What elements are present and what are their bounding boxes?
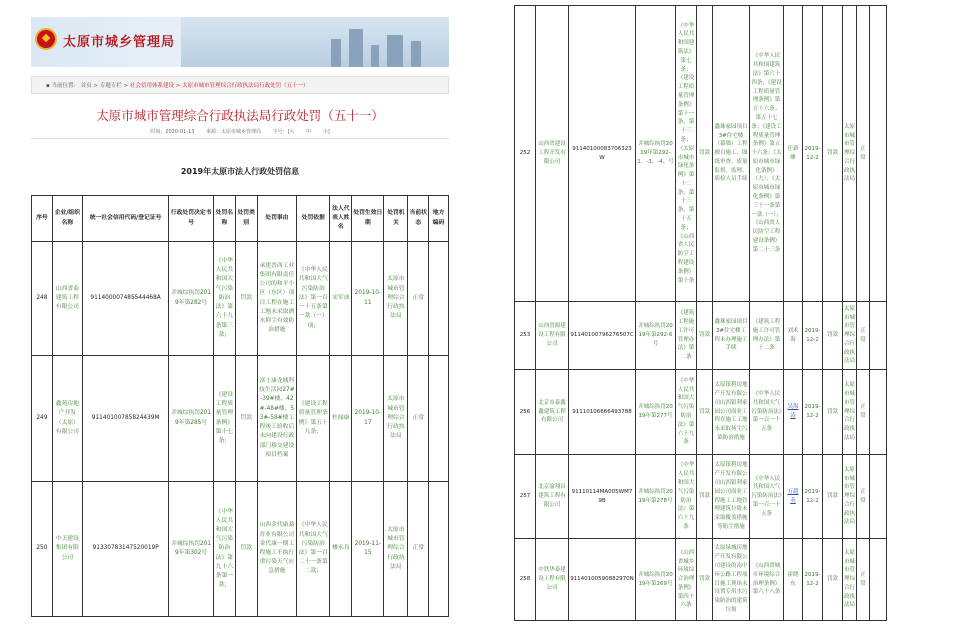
cell-type: 罚款 — [697, 539, 713, 621]
cell-status: 正常 — [408, 242, 429, 356]
col-header: 统一社会信用代码/登记证号 — [82, 196, 168, 242]
divider — [31, 138, 449, 139]
table-row — [515, 302, 887, 370]
cell-code: 91140100083706323W — [569, 6, 636, 302]
table-row — [32, 482, 449, 617]
cell-org: 太原市城市管理综合行政执法局 — [843, 455, 857, 539]
cell-name: 中铁华泰建设工程有限公司 — [536, 539, 569, 621]
col-header: 处罚事由 — [257, 196, 297, 242]
cell-code: 91140100796276507C — [569, 302, 636, 370]
cell-type: 罚款 — [823, 370, 843, 455]
cell-org: 太原市城市管理综合行政执法局 — [384, 482, 408, 617]
cell-type: 罚款 — [697, 6, 713, 302]
cell-reason: 鑫珠家园项目3#住宅楼工程未办理施工手续 — [713, 302, 750, 370]
col-header: 当前状态 — [408, 196, 429, 242]
breadcrumb-current-label: 当前位置： — [51, 83, 79, 89]
cell-type: 罚款 — [697, 370, 713, 455]
cell-title: 《中华人民共和国建筑法》第七条；《建设工程质量管理条例》第十一条、第十三条；《太原市城市绿化条例》第十二条、第十三条、第十五条；《山西省人民防空工程建设条例》第十条 — [676, 6, 697, 302]
location-icon: ▪ — [46, 83, 50, 89]
cell-basis: 《建筑工程施工许可管理办法》第十二条 — [750, 302, 784, 370]
cell-basis: 《中华人民共和国大气污染防治法》第一百一十五条 — [750, 455, 784, 539]
cell-status: 正常 — [857, 6, 870, 302]
cell-name: 北京渝翔昌建筑工程有限公司 — [536, 455, 569, 539]
cell-doc: 并城综执罚2019年第278号 — [636, 455, 676, 539]
cell-reason: 山西金代康桑晋业有限公司金代康一期工程施工不执行重污染天气应急措施 — [257, 482, 297, 617]
cell-org: 太原市城市管理综合行政执法局 — [384, 242, 408, 356]
cell-reason: 太原绿城房地产开发有限公司建设的南中环公路工程项目施工现场未设置专用水污染防治的建筑垃圾 — [713, 539, 750, 621]
cell-title: 《山西省城乡环境综合治理条例》第四十六条 — [676, 539, 697, 621]
cell-no: 258 — [515, 539, 536, 621]
banner-building — [371, 45, 379, 67]
cell-person: 万超英 — [784, 455, 803, 539]
col-header: 行政处罚决定书号 — [169, 196, 214, 242]
cell-person: 楼永良 — [330, 482, 352, 617]
table-row — [515, 6, 887, 302]
cell-basis: 《中华人民共和国大气污染防治法》第一百二十一条第二款； — [297, 482, 330, 617]
cell-type: 罚款 — [235, 482, 257, 617]
table-row — [32, 356, 449, 482]
cell-code: 911400007485544468A — [82, 242, 168, 356]
cell-name: 鑫苑房地产开发（太原）有限公司 — [52, 356, 82, 482]
cell-status: 正常 — [857, 370, 870, 455]
cell-no: 256 — [515, 370, 536, 455]
cell-code2 — [429, 356, 449, 482]
cell-person: 吴海涛 — [784, 370, 803, 455]
cell-name: 山西省泰建筑工程有限公司 — [52, 242, 82, 356]
cell-type: 罚款 — [823, 539, 843, 621]
cell-person: 杜闻康 — [330, 356, 352, 482]
cell-name: 山西晋源建设工程有限公司 — [536, 302, 569, 370]
col-header: 序号 — [32, 196, 53, 242]
cell-no: 249 — [32, 356, 53, 482]
cell-reason: 承建晋西工业集团有限责任公司的和平小区（东区）项目工程在施工工地未采取洒水抑尘有效防治措施 — [257, 242, 297, 356]
cell-type: 罚款 — [235, 356, 257, 482]
cell-title: 《建筑工程施工许可管理办法》第二条 — [676, 302, 697, 370]
cell-type: 罚款 — [697, 455, 713, 539]
cell-date: 2019-12-2 — [803, 6, 823, 302]
cell-empty — [870, 302, 887, 370]
breadcrumb-separator: > — [93, 83, 99, 89]
cell-date: 2019-11-15 — [352, 482, 384, 617]
cell-type: 罚款 — [697, 302, 713, 370]
cell-reason: 富士康龙城科技生活园27#-39#楼、42#-48#楼、53#-58#楼工程竣工验收后未向建设行政部门移交建设项目档案 — [257, 356, 297, 482]
cell-date: 2019-10-11 — [352, 242, 384, 356]
site-title[interactable]: 太原市城乡管理局 — [63, 35, 176, 50]
cell-reason: 太原银利房地产开发有限公司山西银利家园公司商业工程在施工工地未采取扬尘污染防治措施 — [713, 370, 750, 455]
cell-doc: 并城综执罚2019年第292-1、-3、-4、号 — [636, 6, 676, 302]
col-header: 地方编码 — [429, 196, 449, 242]
cell-org: 太原市城市管理综合行政执法局 — [384, 356, 408, 482]
cell-org: 太原市城市管理综合行政执法局 — [843, 302, 857, 370]
breadcrumb — [46, 81, 309, 89]
cell-empty — [870, 370, 887, 455]
banner-building — [387, 35, 403, 67]
cell-status: 正常 — [857, 302, 870, 370]
col-header: 处罚类别 — [235, 196, 257, 242]
col-header: 企业/组织名称 — [52, 196, 82, 242]
banner-building — [411, 41, 421, 67]
breadcrumb-separator: > — [123, 83, 129, 89]
cell-title: 《中华人民共和国大气污染防治法》第六十九条 — [676, 370, 697, 455]
table-row — [515, 455, 887, 539]
table-subtitle: 2019年太原市法人行政处罚信息 — [180, 167, 300, 176]
col-header: 法人代表人姓名 — [330, 196, 352, 242]
cell-code: 91140100785824439M — [82, 356, 168, 482]
table-header-row — [32, 196, 449, 242]
cell-org: 太原市城市管理综合行政执法局 — [843, 370, 857, 455]
cell-org: 太原市城市管理综合行政执法局 — [843, 6, 857, 302]
cell-doc: 并城综执罚2019年第292-6号 — [636, 302, 676, 370]
article-source: 来源：太原市城乡管理局 — [205, 129, 261, 135]
cell-reason: 太原银利房地产开发有限公司山西银利家园公司商业工程施工工地管理建筑垃圾未采取覆盖措施等防尘措施 — [713, 455, 750, 539]
table-row — [32, 242, 449, 356]
cell-doc: 并城综执罚2019年第269号 — [636, 539, 676, 621]
cell-type: 罚款 — [823, 302, 843, 370]
cell-title: 《中华人民共和国大气污染防治法》第九十六条第一款； — [213, 482, 235, 617]
cell-person: 霍晓东 — [784, 539, 803, 621]
cell-basis: 《建设工程质量管理条例》第五十九条； — [297, 356, 330, 482]
banner-building — [349, 29, 363, 67]
penalty-table-right — [514, 5, 887, 621]
breadcrumb-home[interactable]: 首页 — [80, 83, 92, 89]
cell-person: 刘术海 — [784, 302, 803, 370]
cell-type: 罚款 — [823, 6, 843, 302]
cell-name: 中天建设集团有限公司 — [52, 482, 82, 617]
cell-name: 北京市泰鑫鑫建筑工程有限公司 — [536, 370, 569, 455]
col-header: 处罚机关 — [384, 196, 408, 242]
cell-person: 宋军成 — [330, 242, 352, 356]
cell-no: 257 — [515, 455, 536, 539]
cell-date: 2019-12-2 — [803, 370, 823, 455]
cell-code2 — [429, 242, 449, 356]
cell-status: 正常 — [857, 539, 870, 621]
article-meta — [31, 128, 449, 135]
cell-basis: 《山西省城乡环境综合治理条例》第六十八条 — [750, 539, 784, 621]
breadcrumb-item-credit[interactable]: 社会信用体系建设 — [130, 83, 175, 89]
cell-status: 正常 — [408, 356, 429, 482]
cell-title: 《中华人民共和国大气污染防治法》第六十九条第三款； — [213, 242, 235, 356]
cell-date: 2019-12-2 — [803, 455, 823, 539]
national-emblem-icon — [35, 28, 57, 50]
cell-doc: 并城综执罚2019年第285号 — [169, 356, 214, 482]
cell-code: 91330783147520019P — [82, 482, 168, 617]
cell-date: 2019-10-17 — [352, 356, 384, 482]
cell-name: 山西省建设工程开发有限公司 — [536, 6, 569, 302]
cell-title: 《中华人民共和国大气污染防治法》第六十九条 — [676, 455, 697, 539]
banner-sky-image — [181, 17, 449, 67]
cell-basis: 《中华人民共和国大气污染防治法》第一百一十五条第一款（一）项； — [297, 242, 330, 356]
cell-code2 — [429, 482, 449, 617]
penalty-table-left — [31, 195, 449, 617]
cell-doc: 并城综执罚2019年第302号 — [169, 482, 214, 617]
left-document-panel — [0, 0, 470, 627]
cell-reason: 鑫珠家园项目3#住宅楼（幕墙）工程擅自施工、图纸审查、质量监督、监理、质检人员手续 — [713, 6, 750, 302]
breadcrumb-item-special[interactable]: 专题专栏 — [99, 83, 122, 89]
col-header: 处罚名称 — [213, 196, 235, 242]
cell-person: 任新峰 — [784, 6, 803, 302]
cell-doc: 并城综执罚2019年第282号 — [169, 242, 214, 356]
cell-doc: 并城综执罚2019年第277号 — [636, 370, 676, 455]
cell-empty — [870, 455, 887, 539]
cell-code: 91110106666493788 — [569, 370, 636, 455]
cell-type: 罚款 — [823, 455, 843, 539]
cell-code: 91110114MA005WM79B — [569, 455, 636, 539]
cell-no: 250 — [32, 482, 53, 617]
table-row — [515, 370, 887, 455]
cell-org: 太原市城市管理综合行政执法局 — [843, 539, 857, 621]
col-header: 处罚生效日期 — [352, 196, 384, 242]
table-row — [515, 539, 887, 621]
cell-empty — [870, 6, 887, 302]
col-header: 处罚依据 — [297, 196, 330, 242]
cell-status: 正常 — [857, 455, 870, 539]
cell-basis: 《中华人民共和国建筑法》第六十四条；《建设工程质量管理条例》第五十六条；第五十七条；《建设工程质量管理条例》第五十六条；《太原市城市绿化条例》（九）；《太原市城市绿化条例》第三十一条第一款（一）；《山西省人民防空工程建设条例》第二十三条 — [750, 6, 784, 302]
article-title: 太原市城市管理综合行政执法局行政处罚（五十一） — [96, 108, 384, 123]
article-date: 时间：2020-01-13 — [150, 129, 195, 135]
cell-no: 253 — [515, 302, 536, 370]
cell-no: 252 — [515, 6, 536, 302]
cell-date: 2019-12-2 — [803, 539, 823, 621]
cell-date: 2019-12-2 — [803, 302, 823, 370]
cell-type: 罚款 — [235, 242, 257, 356]
breadcrumb-separator: > — [175, 83, 181, 89]
cell-status: 正常 — [408, 482, 429, 617]
font-size-switch[interactable]: 字号：[大 中 小] — [272, 129, 330, 135]
breadcrumb-item-article[interactable]: 太原市城市管理综合行政执法局行政处罚（五十一） — [182, 83, 309, 89]
cell-no: 248 — [32, 242, 53, 356]
cell-empty — [870, 539, 887, 621]
cell-basis: 《中华人民共和国大气污染防治法》第一百一十五条 — [750, 370, 784, 455]
banner-building — [331, 39, 341, 67]
cell-code: 91140100590882970N — [569, 539, 636, 621]
cell-title: 《建设工程质量管理条例》第十七条； — [213, 356, 235, 482]
